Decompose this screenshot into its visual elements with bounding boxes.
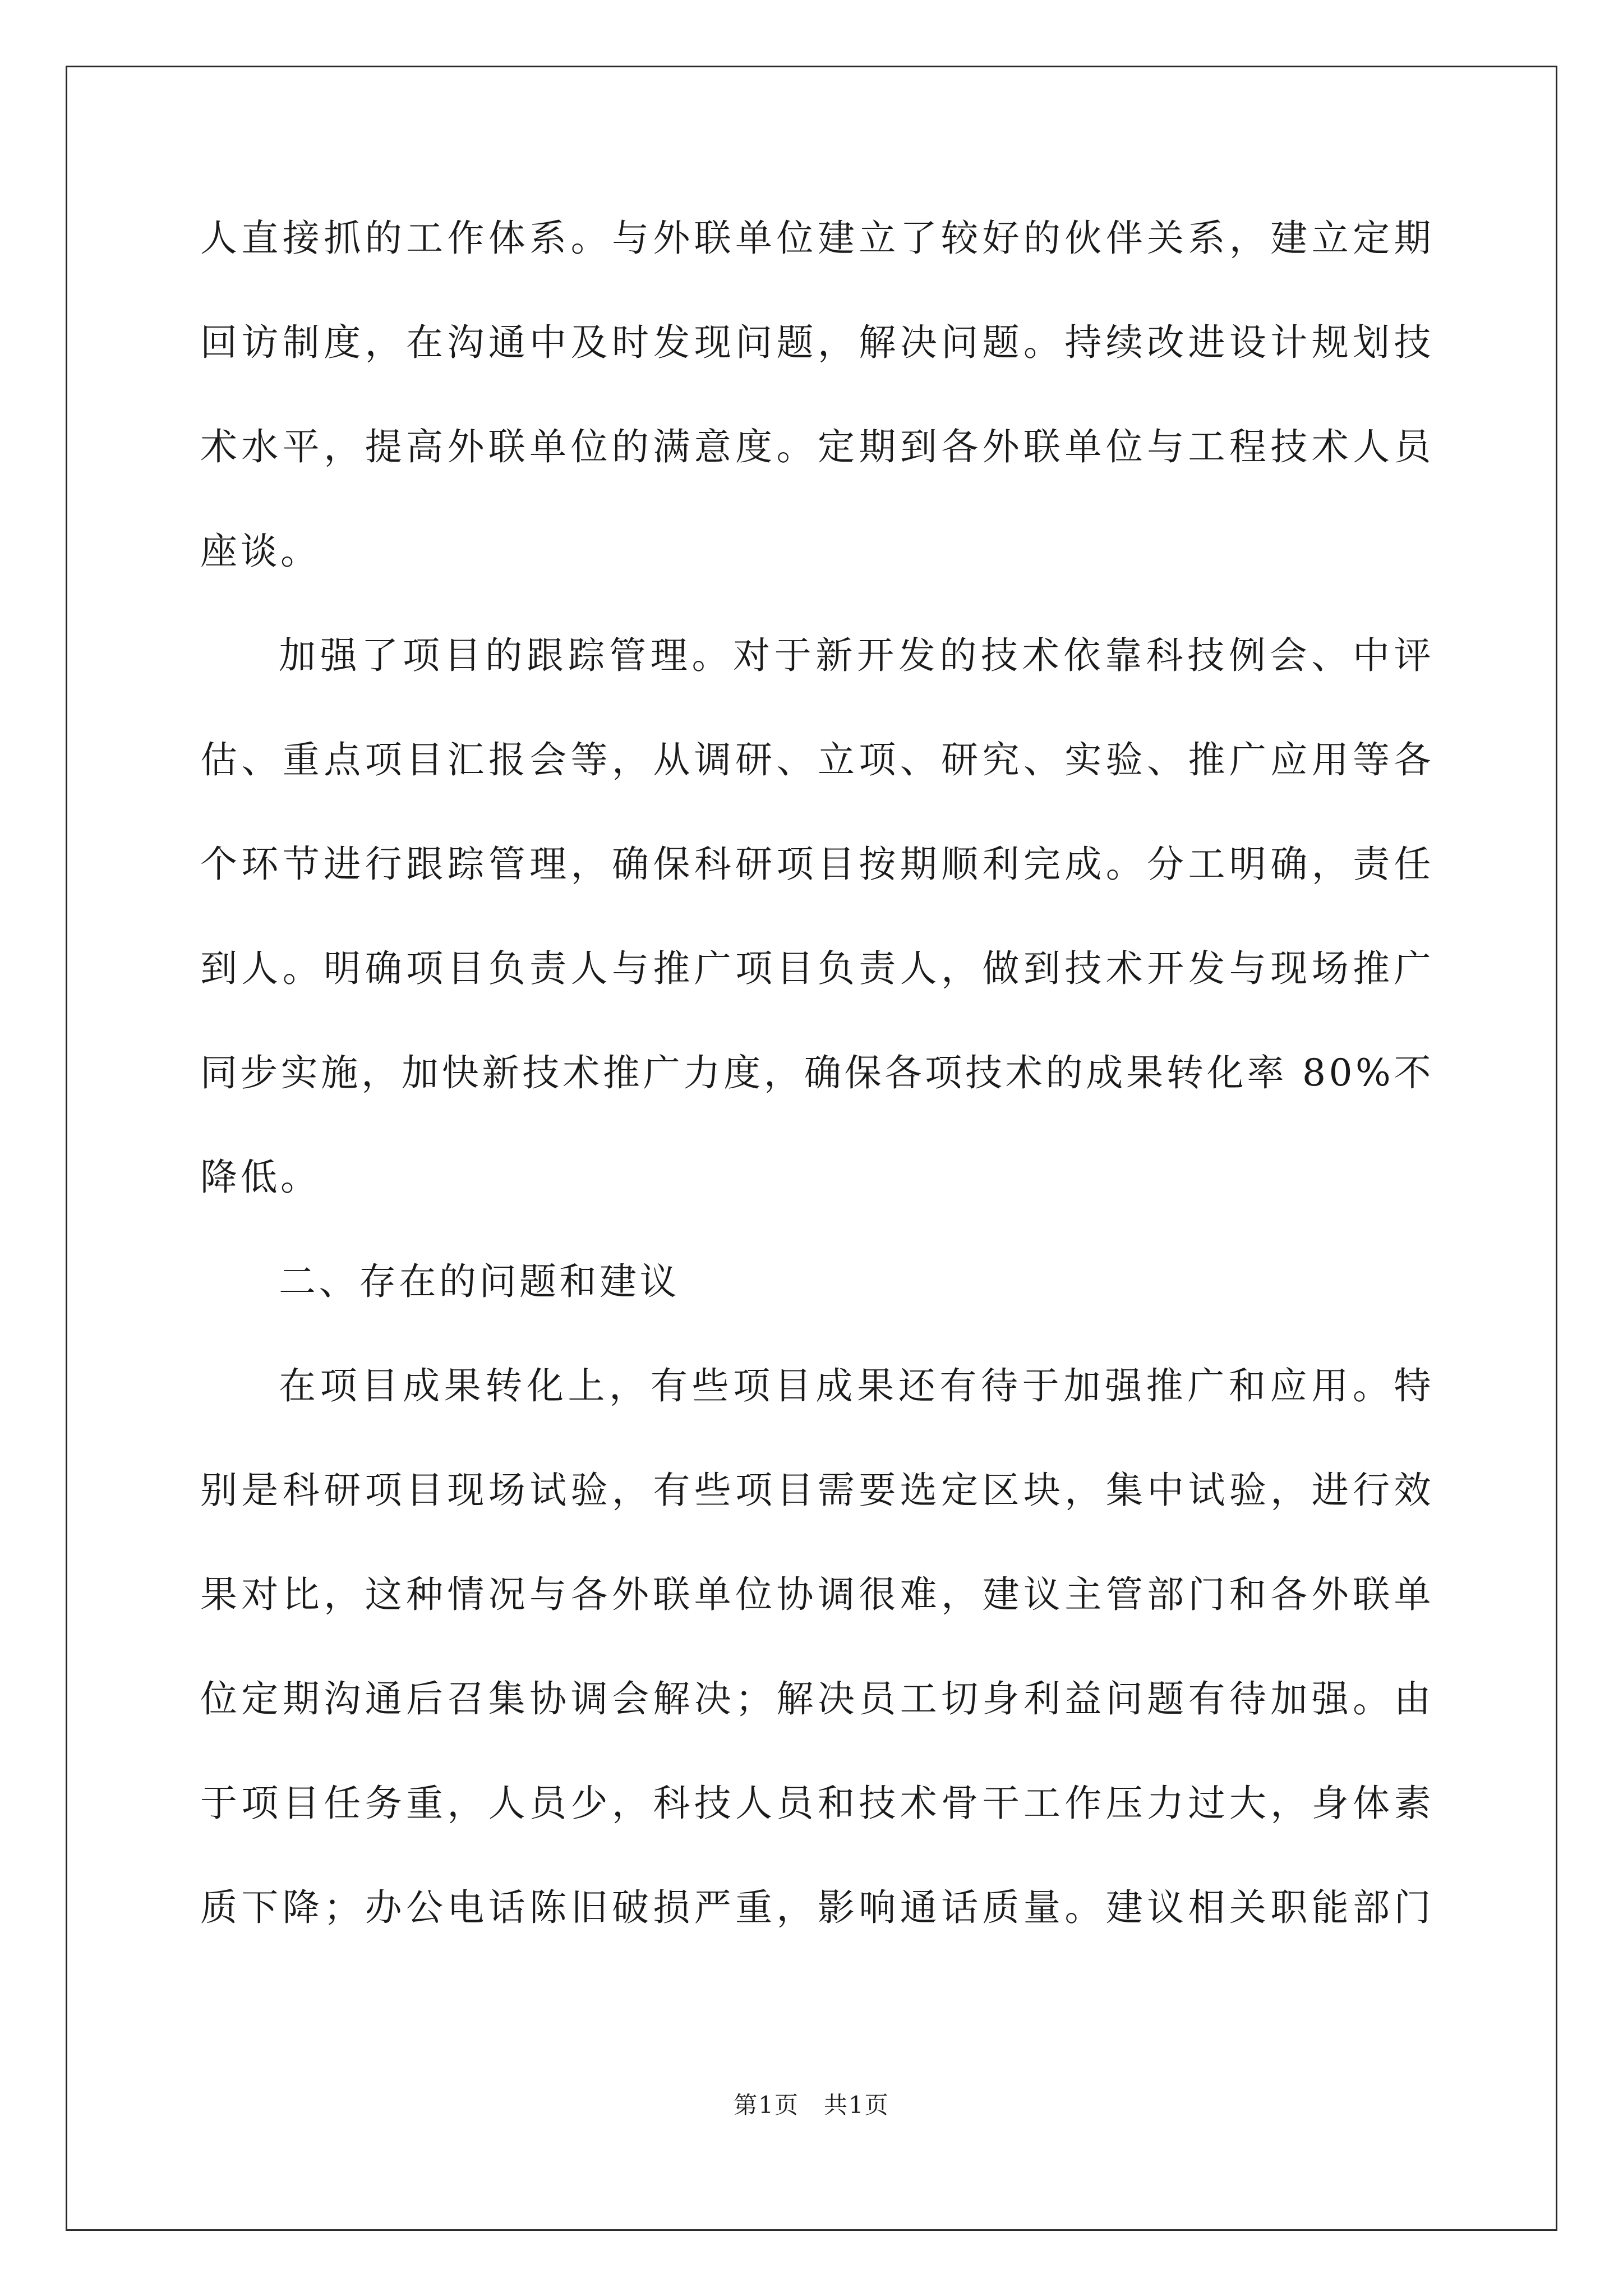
text-line: 同步实施，加快新技术推广力度，确保各项技术的成果转化率 80%不: [200, 1051, 1434, 1094]
section-heading: 二、存在的问题和建议: [279, 1260, 680, 1303]
text-line: 术水平，提高外联单位的满意度。定期到各外联单位与工程技术人员: [200, 425, 1434, 468]
text-line: 人直接抓的工作体系。与外联单位建立了较好的伙伴关系，建立定期: [200, 217, 1434, 260]
text-line: 在项目成果转化上，有些项目成果还有待于加强推广和应用。特: [279, 1364, 1434, 1407]
text-line: 加强了项目的跟踪管理。对于新开发的技术依靠科技例会、中评: [279, 634, 1434, 677]
text-line: 个环节进行跟踪管理，确保科研项目按期顺利完成。分工明确，责任: [200, 843, 1434, 886]
text-line: 座谈。: [200, 530, 321, 573]
text-line: 果对比，这种情况与各外联单位协调很难，建议主管部门和各外联单: [200, 1573, 1434, 1616]
text-line: 降低。: [200, 1156, 321, 1199]
text-line: 于项目任务重，人员少，科技人员和技术骨干工作压力过大，身体素: [200, 1782, 1434, 1825]
document-body: [200, 208, 1434, 1981]
page-number: 第1页 共1页: [734, 2091, 889, 2119]
text-line: 到人。明确项目负责人与推广项目负责人，做到技术开发与现场推广: [200, 947, 1434, 990]
text-line: 回访制度，在沟通中及时发现问题，解决问题。持续改进设计规划技: [200, 321, 1434, 364]
text-line: 别是科研项目现场试验，有些项目需要选定区块，集中试验，进行效: [200, 1469, 1434, 1512]
text-line: 位定期沟通后召集协调会解决；解决员工切身利益问题有待加强。由: [200, 1677, 1434, 1720]
text-line: 估、重点项目汇报会等，从调研、立项、研究、实验、推广应用等各: [200, 738, 1434, 781]
text-line: 质下降；办公电话陈旧破损严重，影响通话质量。建议相关职能部门: [200, 1886, 1434, 1929]
